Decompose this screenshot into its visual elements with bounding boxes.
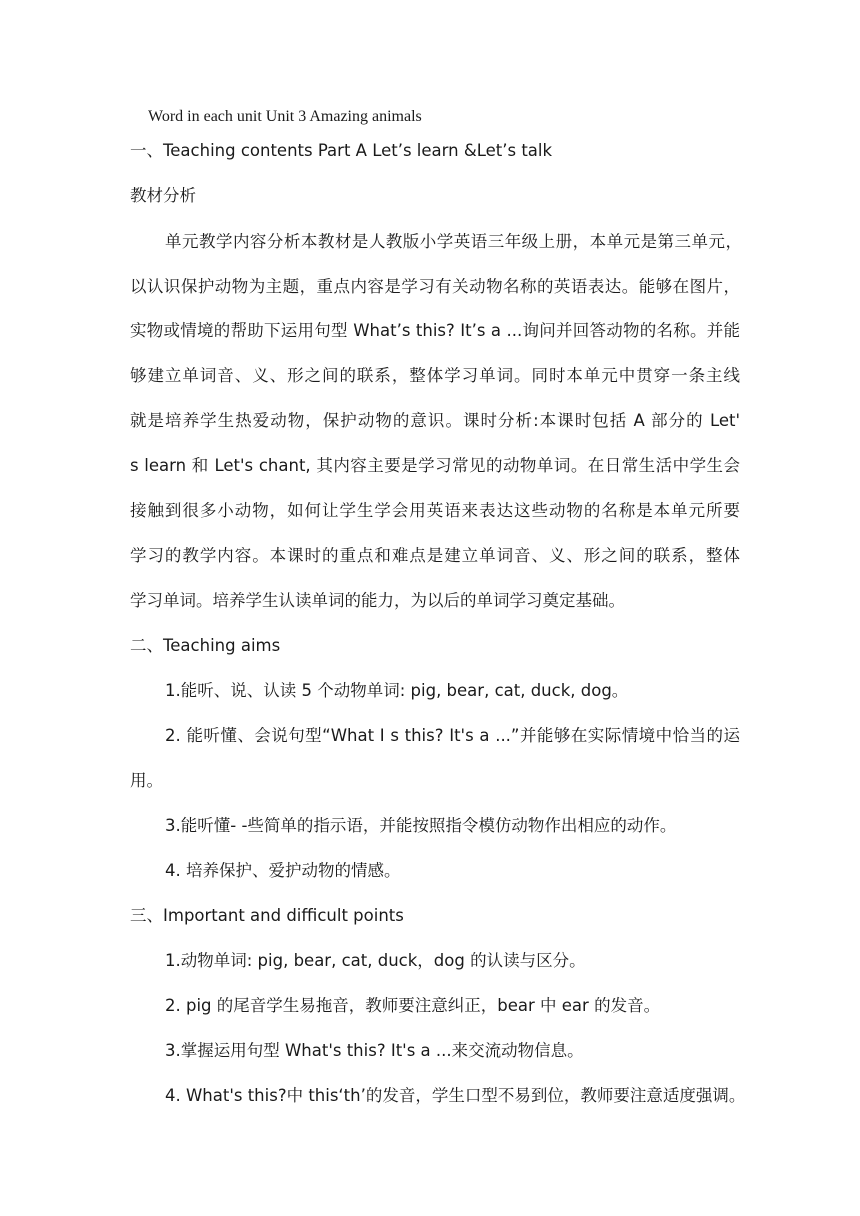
aim-item: 2. 能听懂、会说句型“What I s this? It's a ...”并能够在实际情境中恰当的运 bbox=[165, 726, 740, 745]
section3-heading: 三、Important and difficult points bbox=[130, 906, 404, 925]
section2-heading: 二、Teaching aims bbox=[130, 636, 281, 655]
aim-item: 1.能听、说、认读 5 个动物单词: pig, bear, cat, duck, dog。 bbox=[165, 681, 629, 700]
analysis-line: 接触到很多小动物，如何让学生学会用英语来表达这些动物的名称是本单元所要 bbox=[130, 501, 740, 520]
document-title: Word in each unit Unit 3 Amazing animals bbox=[148, 108, 422, 125]
analysis-line: 学习的教学内容。本课时的重点和难点是建立单词音、义、形之间的联系，整体 bbox=[130, 546, 740, 565]
analysis-line: 学习单词。培养学生认读单词的能力，为以后的单词学习奠定基础。 bbox=[130, 591, 625, 610]
analysis-line: 就是培养学生热爱动物，保护动物的意识。课时分析:本课时包括 A 部分的 Let' bbox=[130, 411, 740, 430]
point-item: 1.动物单词: pig, bear, cat, duck，dog 的认读与区分。 bbox=[165, 951, 586, 970]
analysis-line: s learn 和 Let's chant, 其内容主要是学习常见的动物单词。在日常生活中学生会 bbox=[130, 456, 740, 475]
point-item: 3.掌握运用句型 What's this? It's a ...来交流动物信息。 bbox=[165, 1041, 584, 1060]
point-item: 4. What's this?中 this‘th’的发音，学生口型不易到位，教师要注意适度强调。 bbox=[165, 1086, 746, 1105]
aim-item: 3.能听懂- -些简单的指示语，并能按照指令模仿动物作出相应的动作。 bbox=[165, 816, 677, 835]
analysis-line: 实物或情境的帮助下运用句型 What’s this? It’s a ...询问并回答动物的名称。并能 bbox=[130, 321, 740, 340]
analysis-line: 以认识保护动物为主题，重点内容是学习有关动物名称的英语表达。能够在图片， bbox=[130, 277, 740, 296]
section1-heading: 一、Teaching contents Part A Let’s learn &Let’s talk bbox=[130, 141, 553, 160]
analysis-line: 够建立单词音、义、形之间的联系，整体学习单词。同时本单元中贯穿一条主线 bbox=[130, 366, 740, 385]
material-heading: 教材分析 bbox=[130, 186, 196, 205]
aim-item: 4. 培养保护、爱护动物的情感。 bbox=[165, 861, 401, 880]
analysis-line: 单元教学内容分析本教材是人教版小学英语三年级上册，本单元是第三单元， bbox=[165, 232, 742, 251]
point-item: 2. pig 的尾音学生易拖音，教师要注意纠正，bear 中 ear 的发音。 bbox=[165, 996, 661, 1015]
aim-item: 用。 bbox=[130, 771, 163, 790]
